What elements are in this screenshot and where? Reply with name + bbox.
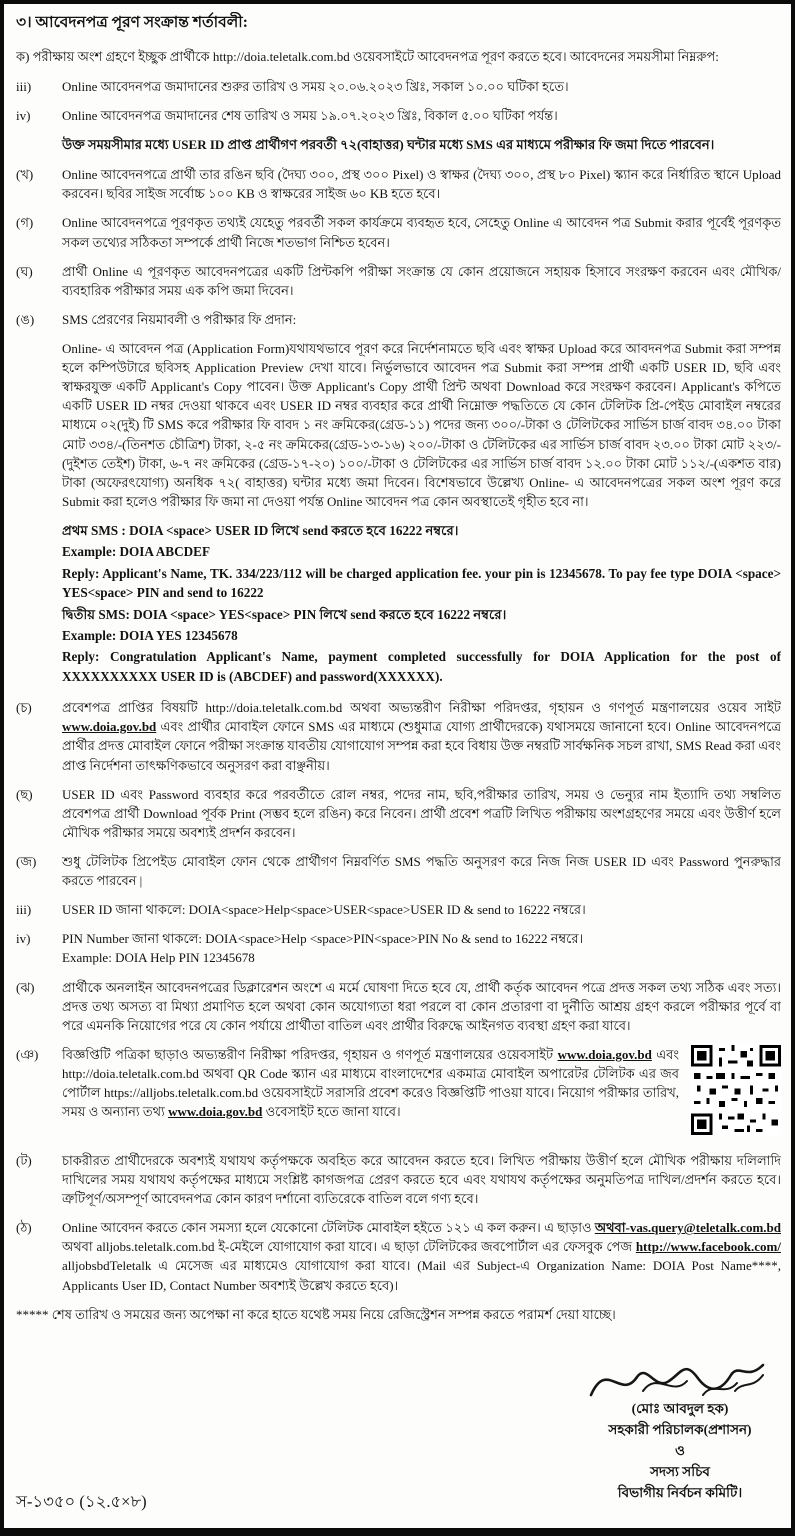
timeline-end-row — [16, 106, 781, 125]
print-reference-code: স-১৩৫০ (১২.৫×৮) — [16, 1492, 147, 1511]
item-label: (ট) — [16, 1152, 32, 1168]
item-label: (ঠ) — [16, 1220, 32, 1236]
item-gha — [16, 262, 781, 300]
item-text: Online আবেদনপত্র জমাদানের শেষ তারিখ ও সময় ১৯.০৭.২০২৩ খ্রিঃ, বিকাল ৫.০০ ঘটিকা পর্যন্ত। — [62, 108, 558, 123]
timeline-note: উক্ত সময়সীমার মধ্যে USER ID প্রাপ্ত প্রার্থীগণ পরবর্তী ৭২(বাহাত্তর) ঘন্টার মধ্যে SMS এর মাধ্যমে পরীক্ষার ফি জমা দিতে পারবেন। — [62, 137, 715, 153]
item-content — [62, 1045, 781, 1141]
text-segment: এবং http://doia.teletalk.com.bd অথবা QR Code স্ক্যান এর মাধ্যমে বাংলাদেশের একমাত্র মোবাইল অপারেটর টেলিটক এর জব পোর্টাল https://alljobs.teletalk.com.bd ওয়েবসাইটে সরাসরি প্রবেশ করেও বিজ্ঞপ্তিটি পাওয়া যাবে। নিয়োগ পরীক্ষার তারিখ, সময় ও অন্যান্য তথ্য — [62, 1046, 679, 1120]
item-help-pin — [16, 929, 781, 967]
text-segment: ওবেসাইট হতে জানা যাবে। — [262, 1104, 401, 1120]
item-nio — [16, 1045, 781, 1141]
item-label: (খ) — [16, 167, 34, 183]
text-segment: এবং প্রার্থীর মোবাইল ফোনে SMS এর মাধ্যমে (শুধুমাত্র যোগ্য প্রার্থীদেরকে) যথাসময়ে জানানো হবে। Online আবেদনপত্রে প্রার্থীর প্রদত্ত মোবাইল ফোনে পরীক্ষা সংক্রান্ত যাবতীয় যোগাযোগ সম্পন্ন করা হবে বিধায় উক্ত নম্বরটি সার্বক্ষনিক সচল রাখা, SMS Read করা এবং প্রাপ্ত নির্দেশনা তাৎক্ষণিকভাবে অনুসরণ করা বাঞ্ছনীয়। — [62, 719, 781, 773]
signer-title-3: বিভাগীয় নির্বচন কমিটি। — [617, 1485, 743, 1501]
text-segment: অথবা alljobs.teletalk.com.bd ই-মেইলে যোগাযোগ করা যাবে। এ ছাড়া টেলিটকের জবপোর্টাল এর ফেসবুক পেজ — [62, 1239, 636, 1255]
sms-example-block — [62, 521, 781, 686]
item-text: প্রার্থীকে অনলাইন আবেদনপত্রের ডিক্লারেশন অংশে এ মর্মে ঘোষণা দিতে হবে যে, প্রার্থী কর্তৃক আবেদন পত্রে প্রদত্ত সকল তথ্য সঠিক এবং সত্য। প্রদত্ত তথ্য অসত্য বা মিথ্যা প্রমাণিত হলে অথবা কোন অযোগ্যতা ধরা পরলে বা কোন প্রতারণা বা দুর্নীতি আশ্রয় গ্রহণ করলে পরীক্ষার পূর্বে বা পরে এমনকি নিয়োগের পরে যে কোন পর্যায়ে প্রার্থীতা বাতিল এবং প্রার্থীর বিরুদ্ধে আইনগত ব্যবস্থা গ্রহণ করা যাবে। — [62, 979, 781, 1033]
help-pin-text: PIN Number জানা থাকলে: DOIA<space>Help <space>PIN<space>PIN No & send to 16222 নম্বরে। — [62, 931, 584, 947]
sms-rules-paragraph: Online- এ আবেদন পত্র (Application Form)যথাযথভাবে পূরণ করে নির্দেশনামতে ছবি এবং স্বাক্ষর Upload করে আবদনপত্র Submit করা সম্পন্ন হলে কম্পিউটারে ছবিসহ Application Preview দেখা যাবে। নির্ভুলভাবে আবেদন পত্র Submit করা সম্পন্ন প্রার্থী একটি USER ID, ছবি এবং স্বাক্ষরযুক্ত একটি Applicant's Copy পাবেন। উক্ত Applicant's Copy প্রার্থী প্রিন্ট অথবা Download করে সংরক্ষণ করবেন। Applicant's কপিতে একটি USER ID নম্বর দেওয়া থাকবে এবং USER ID নম্বর ব্যবহার করে প্রার্থী নিম্নোক্ত পদ্ধতিতে যে কোন টেলিটক প্রি-পেইড মোবাইল নম্বরের মাধ্যমে ০২(দুই) টি SMS করে পরীক্ষার ফি বাবদ ১ নং ক্রমিকের(গ্রেড-১১) পদের জন্য ৩০০/-টাকা ও টেলিটকের সার্ভিস চার্জ বাবদ ৩৪.০০ টাকা মোট ৩৩৪/-(তিনশত চৌত্রিশ) টাকা, ২-৫ নং ক্রমিকের(গ্রেড-১৩-১৬) ২০০/-টাকা ও টেলিটকের এর সার্ভিস চার্জ বাবদ ২৩.০০ টাকা মোট ২২৩/-(দুইশত তেইশ) টাকা, ৬-৭ নং ক্রমিকের (গ্রেড-১৭-২০) ১০০/-টাকা ও টেলিটকের এর সার্ভিস চার্জ বাবদ ১২.০০ টাকা মোট ১১২/-(একশত বার) টাকা (অফেরৎযোগ্য) অনধিক ৭২( বাহাত্তর) ঘন্টার মধ্যে জমা দিবেন। বিশেষভাবে উল্লেখ্য Online- এ আবেদনপত্রের সকল অংশ পূরণ করে Submit করা হলেও পরীক্ষার ফি জমা না দেওয়া পর্যন্ত Online আবেদন পত্র কোন অবস্থাতেই গৃহীত হবে না। — [62, 340, 781, 509]
item-label: iv) — [16, 108, 31, 123]
item-label: (ঞ) — [16, 1046, 39, 1062]
intro-text: পরীক্ষায় অংশ গ্রহণে ইচ্ছুক প্রার্থীকে http://doia.teletalk.com.bd ওয়েবসাইটে আবেদনপত্র পূরণ করতে হবে। আবেদনের সময়সীমা নিম্নরুপ: — [32, 48, 719, 64]
underlined-word: অথবা- — [594, 1220, 630, 1236]
item-text: শুধু টেলিটক প্রিপেইড মোবাইল ফোন থেকে প্রার্থীগণ নিম্নবর্ণিত SMS পদ্ধতি অনুসরণ করে নিজ নিজ USER ID এবং Password পুনরুদ্ধার করতে পারবেন | — [62, 853, 781, 889]
signer-title-1: সহকারী পরিচালক(প্রশাসন) — [608, 1422, 752, 1438]
item-ga — [16, 213, 781, 251]
item-text: প্রার্থী Online এ পূরণকৃত আবেদনপত্রের একটি প্রিন্টকপি পরীক্ষা সংক্রান্ত যে কোন প্রয়োজনে সহায়ক হিসাবে সংরক্ষণ করবেন এবং মৌখিক/ব্যবহারিক পরীক্ষার সময় এক কপি জমা দিবেন। — [62, 263, 781, 298]
item-content — [62, 929, 781, 967]
item-text: USER ID জানা থাকলে: DOIA<space>Help<space>USER<space>USER ID & send to 16222 নম্বরে। — [62, 902, 586, 918]
item-ta — [16, 1151, 781, 1208]
sms-reply-1: Reply: Applicant's Name, TK. 334/223/112 will be charged application fee. your pin is 12345678. To pay fee type DOIA <space> YES<space> PIN and send to 16222 — [62, 565, 781, 601]
sms-second-line: দ্বিতীয় SMS: DOIA <space> YES<space> PIN লিখে send করতে হবে 16222 নম্বরে। — [62, 606, 507, 622]
sms-first-line: প্রথম SMS : DOIA <space> USER ID লিখে send করতে হবে 16222 নম্বরে। — [62, 522, 459, 538]
intro-line — [16, 47, 781, 66]
doia-gov-url: www.doia.gov.bd — [62, 719, 157, 735]
qr-code — [691, 1045, 781, 1135]
item-help-userid — [16, 900, 781, 919]
item-label: (ঘ) — [16, 263, 33, 279]
item-text: Online আবেদনপত্রে প্রার্থী তার রঙিন ছবি (দৈঘ্য ৩০০, প্রস্থ ৩০০ Pixel) ও স্বাক্ষর (দৈঘ্য ৩০০, প্রস্থ ৮০ Pixel) স্ক্যান করে নির্ধারিত স্থানে Upload করবেন। ছবির সাইজ সর্বোচ্চ ১০০ KB ও স্বাক্ষরের সাইজ ৬০ KB হতে হবে। — [62, 167, 781, 202]
item-content — [62, 310, 781, 688]
item-label: iv) — [16, 931, 31, 947]
sms-reply-2: Reply: Congratulation Applicant's Name, payment completed successfully for DOIA Application for the post of XXXXXXXXXX USER ID is (ABCDEF) and password(XXXXXX). — [62, 649, 781, 684]
text-segment: প্রবেশপত্র প্রাপ্তির বিষয়টি http://doia.teletalk.com.bd অথবা অভ্যন্তরীণ নিরীক্ষা পরিদপ্তর, গৃহায়ন ও গণপূর্ত মন্ত্রণালয়ের ওয়েব সাইট — [62, 700, 781, 716]
item-cha — [16, 698, 781, 774]
qr-code-image — [691, 1045, 781, 1135]
item-label: (ছ) — [16, 786, 33, 802]
sms-example-2: Example: DOIA YES 12345678 — [62, 628, 238, 643]
item-label: (জ) — [16, 853, 37, 869]
doia-gov-url: www.doia.gov.bd — [168, 1104, 263, 1120]
signature-block — [585, 1351, 775, 1504]
item-text: USER ID এবং Password ব্যবহার করে পরবর্তীতে রোল নম্বর, পদের নাম, ছবি,পরীক্ষার তারিখ, সময় ও ভেন্যুর নাম ইত্যাদি তথ্য সম্বলিত প্রবেশপত্র প্রার্থী Download পূর্বক Print (সম্ভব হলে রঙিন) করে নিবেন। প্রার্থী প্রবেশ পত্রটি লিখিত পরীক্ষায় অংশগ্রহণের সময়ে এবং উত্তীর্ণ হলে মৌখিক পরীক্ষার সময়ে অবশ্যই প্রদর্শন করবেন। — [62, 786, 781, 840]
item-label: (ঝ) — [16, 979, 35, 995]
section-title: ৩। আবেদনপত্র পূরণ সংক্রান্ত শর্তাবলী: — [16, 14, 248, 31]
item-chha — [16, 785, 781, 842]
signer-conjunction: ও — [675, 1443, 685, 1459]
sms-rules-heading: SMS প্রেরণের নিয়মাবলী ও পরীক্ষার ফি প্রদান: — [62, 311, 297, 327]
text-segment: বিজ্ঞপ্তিটি পত্রিকা ছাড়াও অভ্যন্তরীণ নিরীক্ষা পরিদপ্তর, গৃহায়ন ও গণপূর্ত মন্ত্রণালয়ের ওয়েবসাইট — [62, 1046, 558, 1062]
doia-gov-url: www.doia.gov.bd — [557, 1046, 652, 1062]
item-jha — [16, 978, 781, 1035]
item-kha — [16, 165, 781, 203]
item-text: Online আবেদনপত্রে পূরণকৃত তথ্যই যেহেতু পরবর্তী সকল কার্যক্রমে ব্যবহৃত হবে, সেহেতু Online এ আবেদন পত্র Submit করার পূর্বেই পূরণকৃত সকল তথ্যের সঠিকতা সম্পর্কে প্রার্থী নিজে শতভাগ নিশ্চিত হবেন। — [62, 215, 781, 250]
document-body — [16, 12, 781, 1364]
item-text: Online আবেদনপত্র জমাদানের শুরুর তারিখ ও সময় ২০.০৬.২০২৩ খ্রিঃ, সকাল ১০.০০ ঘটিকা হতে। — [62, 78, 569, 94]
item-tha — [16, 1218, 781, 1294]
item-label: (চ) — [16, 700, 32, 716]
item-text — [62, 1218, 781, 1294]
item-label: (গ) — [16, 215, 34, 231]
timeline-start-row — [16, 77, 781, 96]
text-segment: Online আবেদন করতে কোন সমস্যা হলে যেকোনো টেলিটক মোবাইল হইতে ১২১ এ কল করুন। এ ছাড়াও — [62, 1220, 595, 1236]
item-ja — [16, 852, 781, 890]
item-text: চাকরীরত প্রার্থীদেরকে অবশ্যই যথাযথ কর্তৃপক্ষকে অবহিত করে আবেদন করতে হবে। লিখিত পরীক্ষায় উত্তীর্ণ হলে মৌখিক পরীক্ষায় দলিলাদি দাখিলের সময় যথাযথ কর্তৃপক্ষের মাধ্যমে সংশ্লিষ্ট কাগজপত্র প্রেরণ করতে হবে এবং যথাযথ কর্তৃপক্ষের অনুমতিপত্র দাখিল/প্রদর্শন করতে হবে। ত্রুটিপূর্ণ/অসম্পূর্ণ আবেদনপত্র কোন কারণ দর্শানো ব্যতিরেকে বাতিল বলে গণ্য হবে। — [62, 1152, 781, 1207]
help-pin-example: Example: DOIA Help PIN 12345678 — [62, 950, 255, 966]
signer-name: (মোঃ আবদুল হক) — [631, 1401, 729, 1417]
facebook-url: http://www.facebook.com/ — [635, 1239, 781, 1255]
signer-title-2: সদস্য সচিব — [650, 1464, 710, 1480]
item-label: iii) — [16, 902, 32, 918]
text-segment: alljobsbdTeletalk এ মেসেজ এর মাধ্যমেও যোগাযোগ করা যাবে। (Mail এর Subject-এ Organization Name: DOIA Post Name****, Applicants User ID, Contact Number অবশ্যই উল্লেখ করতে হবে)। — [62, 1258, 781, 1293]
item-text — [62, 698, 781, 774]
sms-example-1: Example: DOIA ABCDEF — [62, 544, 211, 560]
intro-label: ক) — [16, 48, 30, 64]
support-email: vas.query@teletalk.com.bd — [629, 1220, 781, 1236]
item-label: (ঙ) — [16, 311, 35, 327]
item-ngo — [16, 310, 781, 688]
final-advice-note: ***** শেষ তারিখ ও সময়ের জন্য অপেক্ষা না করে হাতে যথেষ্ট সময় নিয়ে রেজিস্ট্রেশন সম্পন্ন করতে পরামর্শ দেয়া যাচ্ছে। — [16, 1306, 616, 1322]
item-label: iii) — [16, 78, 32, 94]
